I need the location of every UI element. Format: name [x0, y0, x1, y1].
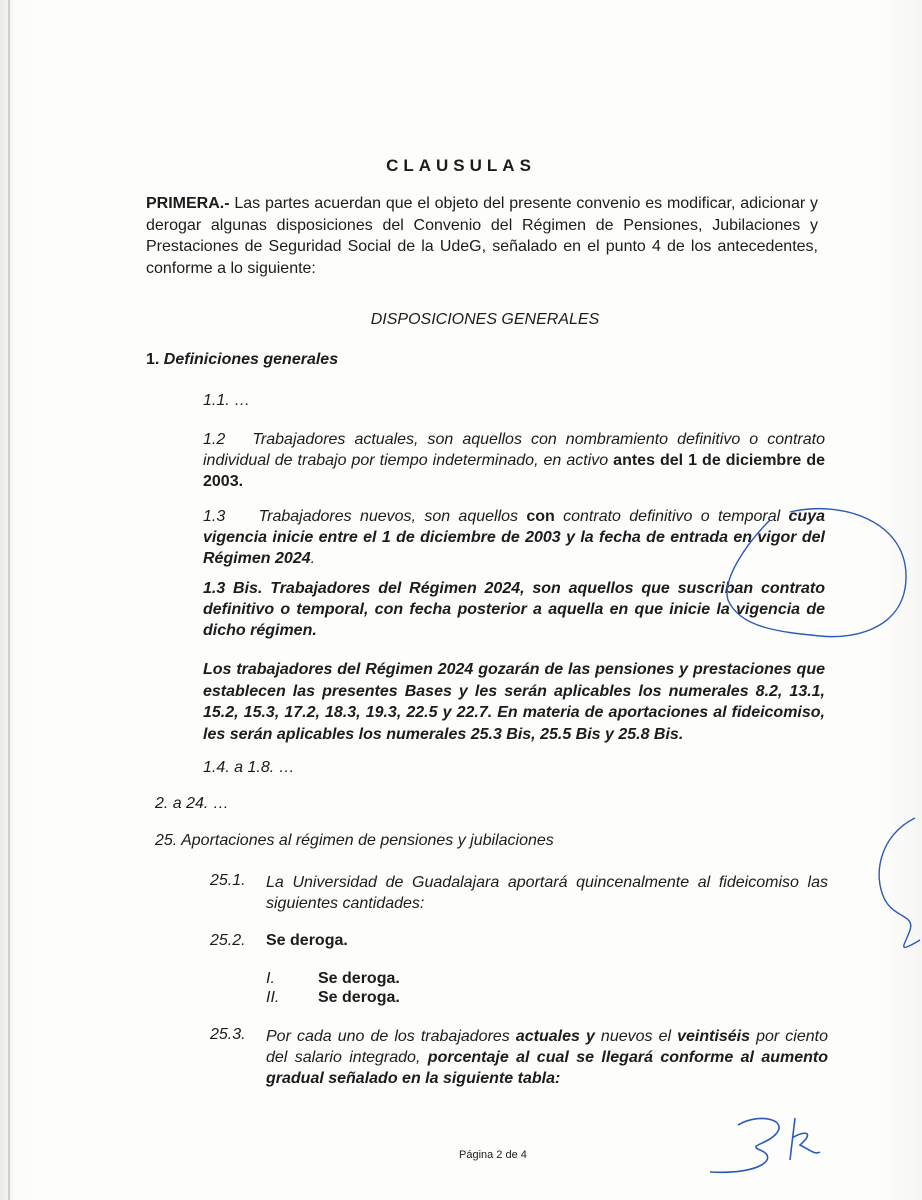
item-1-3-bis-paragraph: Los trabajadores del Régimen 2024 gozarán de las pensiones y prestaciones que establecen las presentes Bases y les serán aplicables los numerales 8.2, 13.1, 15.2, 15.3, 17.2, 18.3, 19.3, 22.5 y 22.7. En materia de aportaciones al fideicomiso, les serán aplicables los numerales 25.3 Bis, 25.5 Bis y 25.8 Bis. — [203, 661, 825, 743]
heading-number: 1. — [146, 351, 164, 368]
item-2-24: 2. a 24. … — [155, 795, 229, 812]
item-1-3-bold: cuya vigencia inicie entre el 1 de diciembre de 2003 y la fecha de entrada en vigor del Régimen 2024 — [203, 508, 825, 567]
item-25-3-t4: veintiséis — [677, 1028, 751, 1045]
item-25-3-t3: nuevos el — [594, 1028, 678, 1045]
item-1-2-num: 1.2 — [203, 431, 226, 448]
item-1-1: 1.1. … — [203, 392, 251, 409]
item-25-1-text: La Universidad de Guadalajara aportará quincenalmente al fideicomiso las siguientes cantidades: — [266, 874, 828, 912]
primera-lead: PRIMERA.- — [146, 195, 230, 212]
item-1-2-text: Trabajadores actuales, son aquellos con nombramiento definitivo o contrato individual de trabajo por tiempo indeterminado, en activo — [203, 431, 826, 469]
item-1-4: 1.4. a 1.8. … — [203, 759, 295, 776]
roman-ii-text: Se deroga. — [318, 989, 400, 1006]
item-25-3-t2: actuales y — [515, 1028, 595, 1045]
item-1-2-bold: antes del 1 de diciembre de 2003. — [203, 452, 826, 490]
item-25-3-t1: Por cada uno de los trabajadores — [266, 1028, 516, 1045]
item-25-heading: 25. Aportaciones al régimen de pensiones y jubilaciones — [155, 832, 554, 849]
item-25-2-text: Se deroga. — [266, 932, 348, 949]
item-1-3-text-a: Trabajadores nuevos, son aquellos — [258, 508, 527, 525]
ink-margin-mark — [879, 818, 920, 947]
page-footer: Página 2 de 4 — [459, 1149, 527, 1161]
roman-ii-num: II. — [266, 989, 280, 1006]
item-1-3-end: . — [310, 550, 316, 567]
clauses-title: CLAUSULAS — [386, 156, 536, 175]
item-1-3-num: 1.3 — [203, 508, 226, 525]
item-1-3-text-c: contrato definitivo o temporal — [554, 508, 789, 525]
section-title: DISPOSICIONES GENERALES — [370, 311, 600, 328]
heading-label: Definiciones generales — [163, 351, 339, 368]
item-1-3-con: con — [526, 508, 555, 525]
item-1-3-bis: 1.3 Bis. Trabajadores del Régimen 2024, son aquellos que suscriban contrato definitivo o temporal, con fecha posterior a aquella en que inicie la vigencia de dicho régimen. — [203, 580, 825, 639]
roman-i-num: I. — [266, 970, 275, 987]
item-25-3-t6: porcentaje al cual se llegará conforme al aumento gradual señalado en la siguiente tabla: — [266, 1049, 829, 1087]
item-25-3-t5: por ciento del salario integrado, — [266, 1028, 828, 1066]
item-25-1-num: 25.1. — [210, 872, 246, 889]
item-25-3-num: 25.3. — [210, 1026, 246, 1043]
primera-text: Las partes acuerdan que el objeto del presente convenio es modificar, adicionar y derogar algunas disposiciones del Convenio del Régimen de Pensiones, Jubilaciones y Prestaciones de Seguridad Social de la UdeG, señalado en el punto 4 de los antecedentes, conforme a lo siguiente: — [146, 195, 818, 277]
ink-initials-signature — [710, 1118, 820, 1172]
item-25-2-num: 25.2. — [210, 932, 246, 949]
roman-i-text: Se deroga. — [318, 970, 400, 987]
ink-circle-mark — [727, 509, 906, 637]
